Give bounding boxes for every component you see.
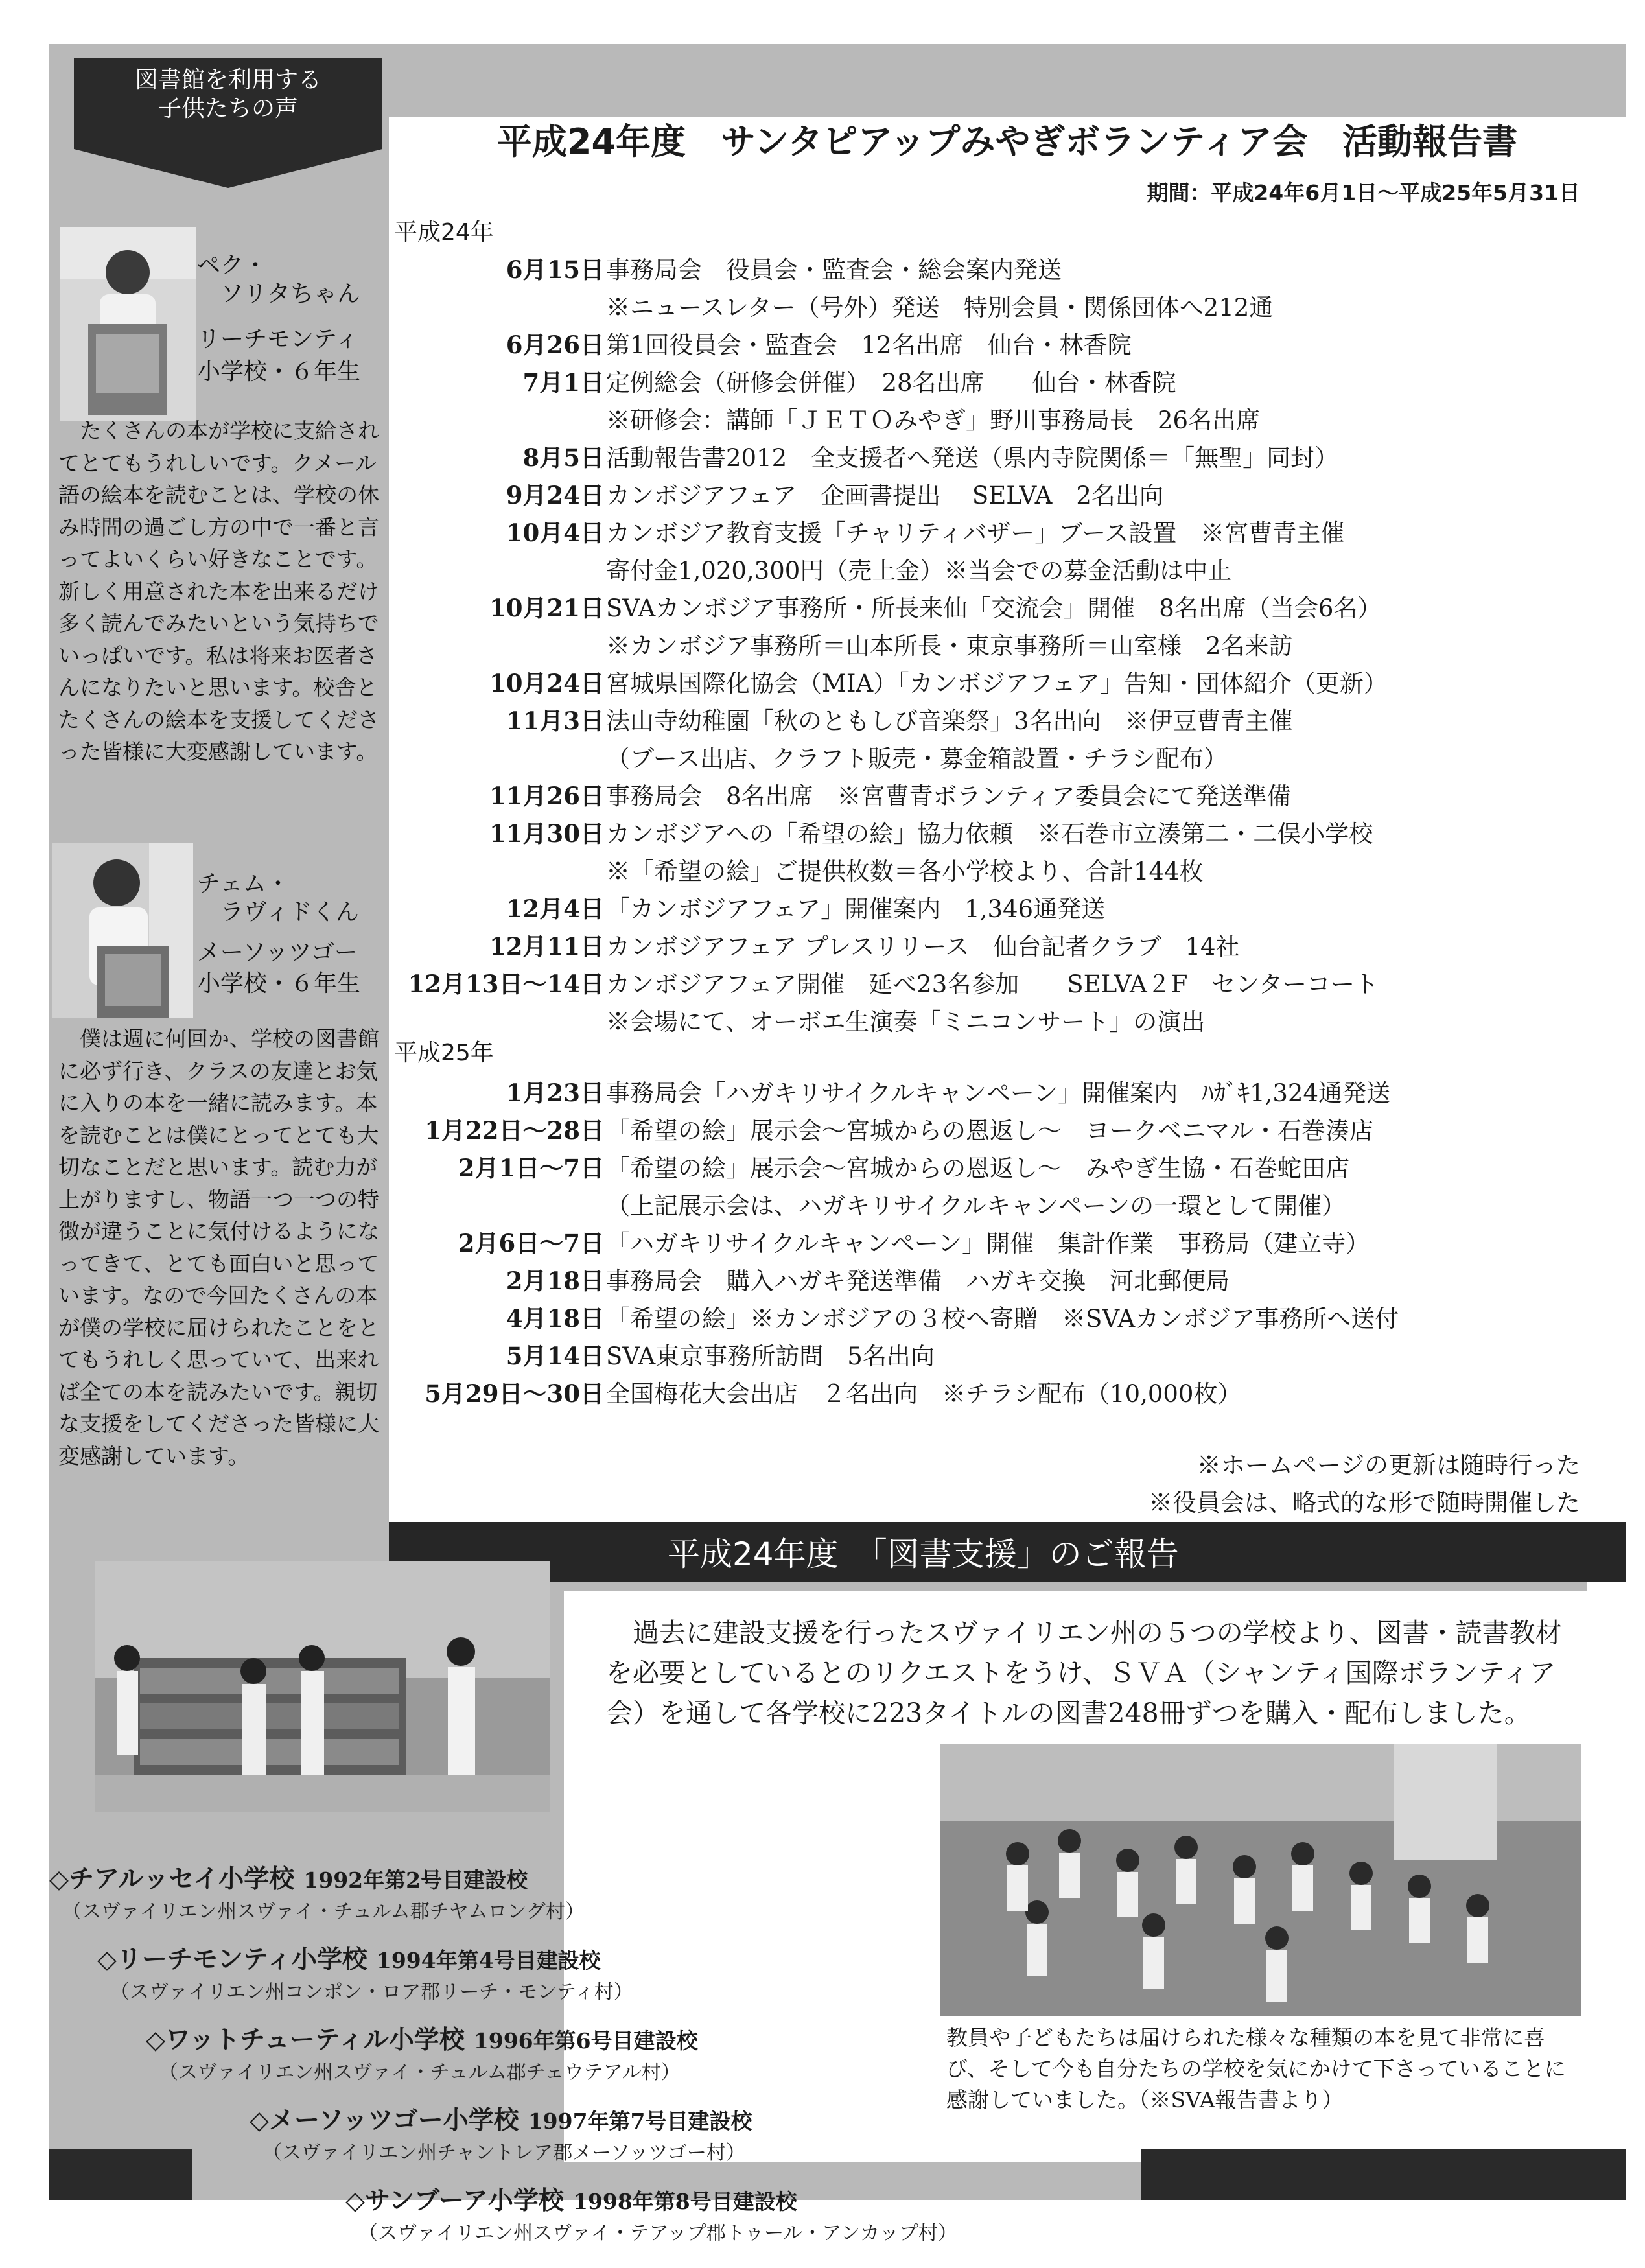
event-text: 活動報告書2012 全支援者へ発送（県内寺院関係＝「無聖」同封） [606, 444, 1339, 472]
event-text: カンボジアフェア 企画書提出 SELVA 2名出向 [606, 482, 1163, 509]
event-date: 10月21日 [489, 594, 604, 622]
report-title: 平成24年度 サンタピアップみやぎボランティア会 活動報告書 [496, 121, 1518, 162]
event-text: 「希望の絵」展示会〜宮城からの恩返し〜 ヨークベニマル・石巻湊店 [606, 1117, 1373, 1145]
bottom-left-bar [49, 2149, 192, 2200]
year-heading-1: 平成24年 [394, 219, 494, 246]
event-text: 寄付金1,020,300円（売上金）※当会での募金活動は中止 [606, 557, 1232, 585]
event-text: 「カンボジアフェア」開催案内 1,346通発送 [606, 895, 1106, 923]
child1-name-line1: ペク・ [197, 252, 268, 279]
event-text: 事務局会「ハガキリサイクルキャンペーン」開催案内 ﾊｶﾞｷ1,324通発送 [606, 1079, 1391, 1107]
sidebar-badge [74, 58, 382, 149]
report-period: 期間：平成24年6月1日〜平成25年5月31日 [1147, 180, 1580, 205]
event-text: SVAカンボジア事務所・所長来仙「交流会」開催 8名出席（当会6名） [606, 594, 1382, 622]
event-date: 6月15日 [506, 255, 604, 284]
school-location: （スヴァイリエン州スヴァイ・テアップ郡トゥール・アンカップ村） [358, 2222, 957, 2245]
event-text: カンボジアフェア プレスリリース 仙台記者クラブ 14社 [606, 933, 1240, 961]
school-name [49, 1859, 528, 1895]
classroom-photo [940, 1744, 1581, 2016]
event-date: 4月18日 [506, 1304, 604, 1333]
event-text: 第1回役員会・監査会 12名出席 仙台・林香院 [606, 331, 1132, 359]
event-date: 11月30日 [489, 819, 604, 848]
event-text: 事務局会 役員会・監査会・総会案内発送 [606, 256, 1062, 284]
event-text: （上記展示会は、ハガキリサイクルキャンペーンの一環として開催） [606, 1192, 1346, 1220]
school-build-year: 1992年第2号目建設校 [303, 1867, 528, 1893]
event-text: ※「希望の絵」ご提供枚数＝各小学校より、合計144枚 [606, 858, 1204, 885]
school-name-text: ◇リーチモンティ小学校 [97, 1945, 368, 1974]
event-date: 8月5日 [522, 443, 604, 472]
event-text: ※会場にて、オーボエ生演奏「ミニコンサート」の演出 [606, 1008, 1206, 1036]
event-date: 2月1日〜7日 [458, 1154, 604, 1182]
books-intro: 過去に建設支援を行ったスヴァイリエン州の５つの学校より、図書・読書教材を必要としているとのリクエストをうけ、ＳＶＡ（シャンティ国際ボランティア会）を通して各学校に223タイトルの図書248冊ずつを購入・配布しました。 [606, 1617, 1562, 1729]
child2-school-line1: メーソッツゴー [197, 939, 358, 966]
event-text: 法山寺幼稚園「秋のともしび音楽祭」3名出向 ※伊豆曹青主催 [606, 707, 1293, 735]
school-location: （スヴァイリエン州コンポン・ロア郡リーチ・モンティ村） [110, 1981, 633, 2004]
school-name-text: ◇ワットチューティル小学校 [146, 2026, 465, 2055]
note-homepage: ※ホームページの更新は随時行った [1196, 1451, 1580, 1479]
badge-line2: 子供たちの声 [158, 95, 298, 122]
school-name-text: ◇チアルッセイ小学校 [49, 1865, 295, 1894]
library-photo [95, 1561, 550, 1812]
event-text: SVA東京事務所訪問 5名出向 [606, 1342, 935, 1370]
event-text: 事務局会 8名出席 ※宮曹青ボランティア委員会にて発送準備 [606, 782, 1291, 810]
event-text: 「希望の絵」※カンボジアの３校へ寄贈 ※SVAカンボジア事務所へ送付 [606, 1305, 1399, 1333]
child2-voice: 僕は週に何回か、学校の図書館に必ず行き、クラスの友達とお気に入りの本を一緒に読みます。本を読むことは僕にとってとても大切なことだと思います。読む力が上がりますし、物語一つ一つの特徴が違うことに気付けるようになってきて、とても面白いと思っています。なので今回たくさんの本が僕の学校に届けられたことをとてもうれしく思っていて、出来れば全ての本を読みたいです。親切な支援をしてくださった皆様に大変感謝しています。 [58, 1026, 379, 1469]
event-date: 2月6日〜7日 [458, 1229, 604, 1257]
event-date: 9月24日 [506, 481, 604, 509]
event-date: 1月22日〜28日 [425, 1116, 604, 1145]
event-date: 12月13日〜14日 [408, 970, 604, 998]
school-location: （スヴァイリエン州チャントレア郡メーソッツゴー村） [262, 2142, 745, 2164]
event-text: 全国梅花大会出店 ２名出向 ※チラシ配布（10,000枚） [606, 1380, 1242, 1408]
child1-photo [60, 227, 196, 421]
event-date: 6月26日 [506, 331, 604, 359]
school-name [97, 1939, 601, 1976]
school-build-year: 1997年第7号目建設校 [528, 2109, 752, 2134]
event-date: 10月24日 [489, 669, 604, 697]
school-name [146, 2020, 698, 2056]
books-title: 平成24年度 「図書支援」のご報告 [668, 1536, 1179, 1573]
school-build-year: 1998年第8号目建設校 [572, 2189, 797, 2214]
school-name [250, 2100, 752, 2136]
event-date: 7月1日 [522, 368, 604, 397]
badge-line1: 図書館を利用する [134, 67, 321, 93]
school-location: （スヴァイリエン州スヴァイ・チュルム郡チェウテアル村） [159, 2061, 681, 2084]
bottom-right-bar [1141, 2149, 1626, 2200]
event-date: 12月4日 [506, 894, 604, 923]
event-date: 11月3日 [506, 707, 604, 735]
event-text: ※カンボジア事務所＝山本所長・東京事務所＝山室様 2名来訪 [606, 632, 1293, 660]
school-name [345, 2180, 797, 2217]
event-text: ※ニュースレター（号外）発送 特別会員・関係団体へ212通 [606, 294, 1274, 321]
school-location: （スヴァイリエン州スヴァイ・チュルム郡チヤムロング村） [62, 1900, 585, 1923]
school-build-year: 1994年第4号目建設校 [376, 1948, 601, 1973]
child2-name-line1: チェム・ [197, 871, 290, 897]
child1-school-line2: 小学校・６年生 [197, 358, 361, 385]
school-name-text: ◇サンブーア小学校 [345, 2186, 564, 2215]
event-date: 1月23日 [506, 1079, 604, 1107]
event-text: カンボジアへの「希望の絵」協力依頼 ※石巻市立湊第二・二俣小学校 [606, 820, 1373, 848]
event-date: 5月29日〜30日 [425, 1379, 604, 1408]
classroom-caption: 教員や子どもたちは届けられた様々な種類の本を見て非常に喜び、そして今も自分たちの学校を気にかけて下さっていることに感謝していました。（※SVA報告書より） [946, 2025, 1566, 2112]
event-date: 10月4日 [506, 519, 604, 547]
event-text: 「希望の絵」展示会〜宮城からの恩返し〜 みやぎ生協・石巻蛇田店 [606, 1154, 1349, 1182]
note-board: ※役員会は、略式的な形で随時開催した [1149, 1489, 1580, 1517]
badge-arrow [74, 149, 382, 188]
child2-name-line2: ラヴィドくん [220, 899, 359, 926]
event-text: ※研修会：講師「ＪＥＴＯみやぎ」野川事務局長 26名出席 [606, 406, 1261, 434]
event-date: 11月26日 [489, 782, 604, 810]
event-text: カンボジア教育支援「チャリティバザー」ブース設置 ※宮曹青主催 [606, 519, 1345, 547]
child2-photo [52, 843, 193, 1018]
year-heading-2: 平成25年 [394, 1040, 494, 1066]
child1-name-line2: ソリタちゃん [220, 281, 361, 307]
event-text: カンボジアフェア開催 延べ23名参加 SELVA２F センターコート [606, 970, 1379, 998]
event-text: 事務局会 購入ハガキ発送準備 ハガキ交換 河北郵便局 [606, 1267, 1230, 1295]
child1-voice: たくさんの本が学校に支給されてとてもうれしいです。クメール語の絵本を読むことは、学校の休み時間の過ごし方の中で一番と言ってよいくらい好きなことです。新しく用意された本を出来るだけ多く読んでみたいという気持ちでいっぱいです。私は将来お医者さんになりたいと思います。校舎とたくさんの絵本を支援してくださった皆様に大変感謝しています。 [58, 418, 379, 764]
school-name-text: ◇メーソッツゴー小学校 [250, 2106, 519, 2135]
event-text: 宮城県国際化協会（MIA）「カンボジアフェア」告知・団体紹介（更新） [606, 670, 1388, 697]
child1-school-line1: リーチモンティ [197, 326, 359, 353]
event-text: （ブース出店、クラフト販売・募金箱設置・チラシ配布） [606, 745, 1228, 773]
event-date: 5月14日 [506, 1342, 604, 1370]
child2-school-line2: 小学校・６年生 [197, 970, 361, 997]
event-text: 「ハガキリサイクルキャンペーン」開催 集計作業 事務局（建立寺） [606, 1230, 1370, 1257]
event-date: 12月11日 [489, 932, 604, 961]
event-date: 2月18日 [506, 1267, 604, 1295]
school-build-year: 1996年第6号目建設校 [473, 2028, 698, 2053]
event-text: 定例総会（研修会併催） 28名出席 仙台・林香院 [606, 369, 1176, 397]
